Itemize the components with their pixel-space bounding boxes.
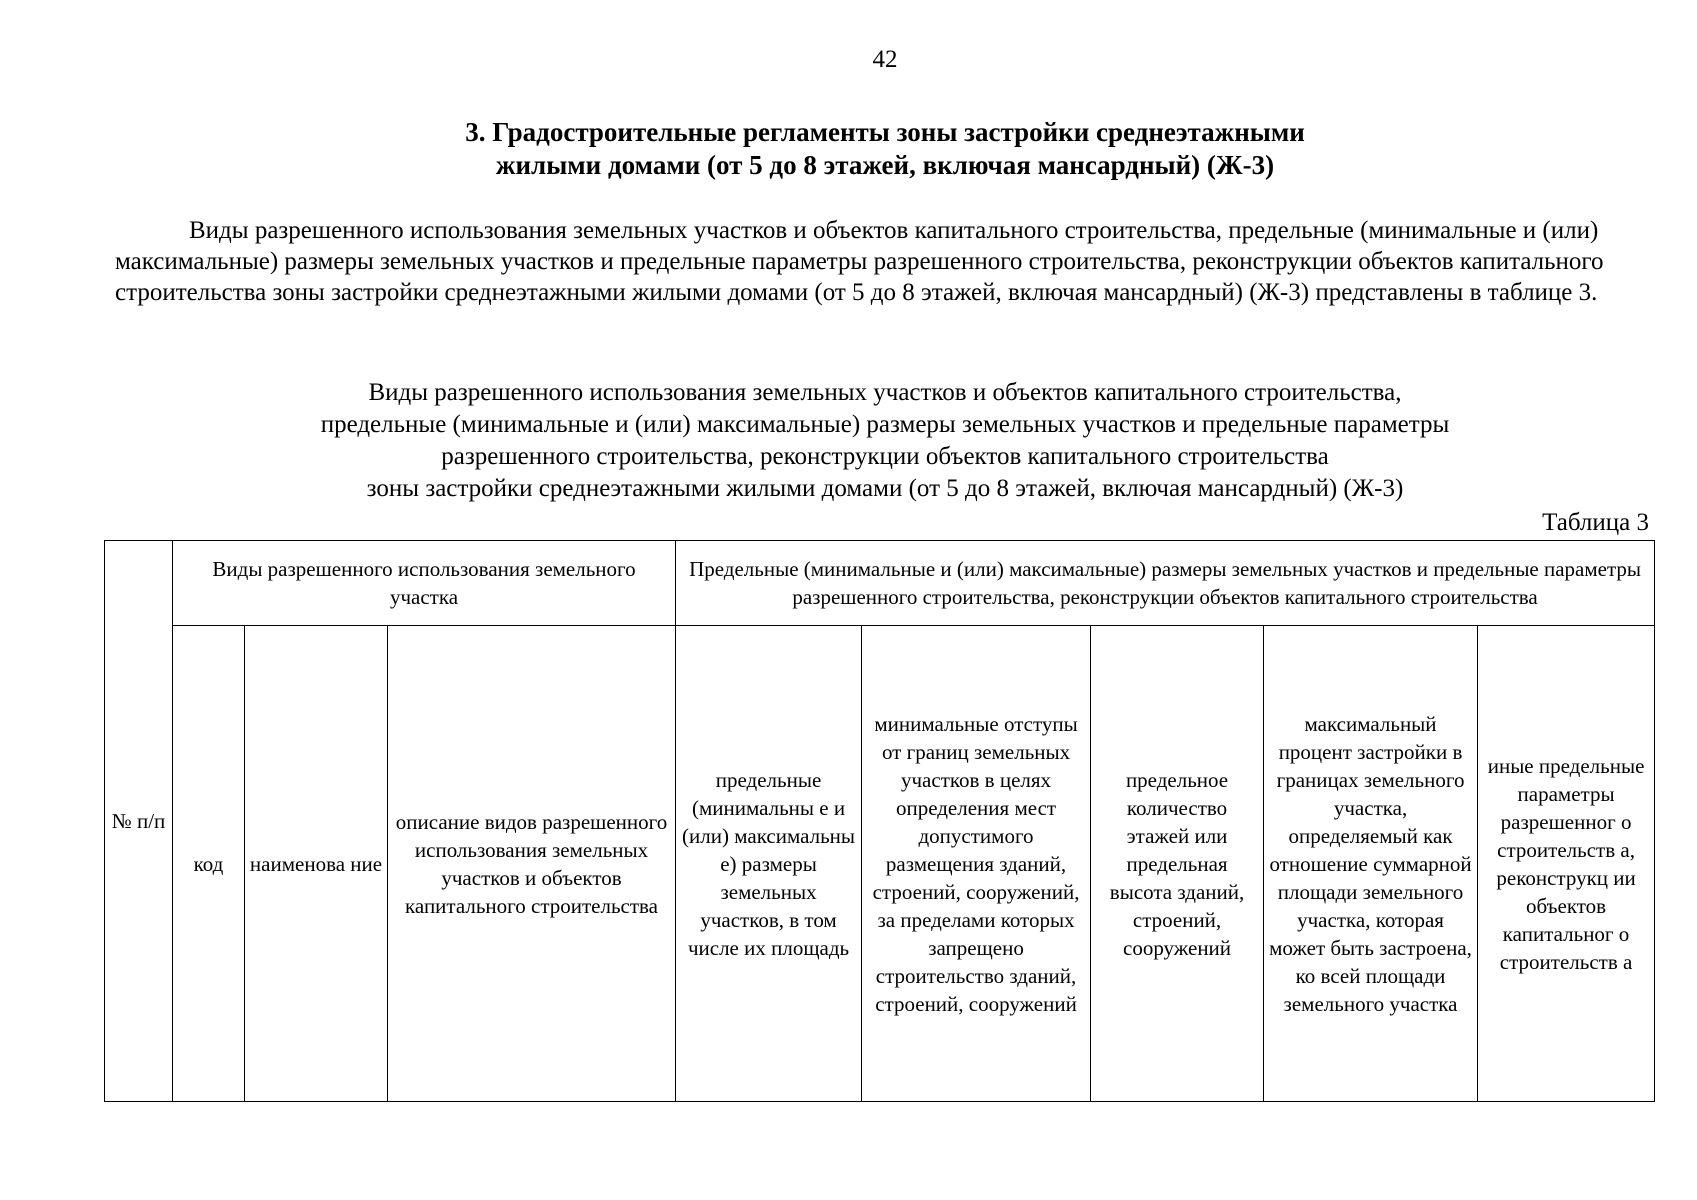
header-code: код (173, 626, 245, 1102)
caption-line-3: разрешенного строительства, реконструкции объектов капитального строительства (441, 443, 1329, 470)
table-header-row-1 (105, 541, 1655, 626)
header-other-params: иные предельные параметры разрешенног о строительств а, реконструкц ии объектов капитальног о строительств а (1478, 626, 1655, 1102)
caption-line-4: зоны застройки среднеэтажными жилыми домами (от 5 до 8 этажей, включая мансардный) (Ж-3) (366, 475, 1404, 502)
table-label: Таблица 3 (1542, 509, 1649, 536)
header-description: описание видов разрешенного использования земельных участков и объектов капитального строительства (388, 626, 676, 1102)
header-coverage: максимальный процент застройки в границах земельного участка, определяемый как отношение суммарной площади земельного участка, которая может быть застроена, ко всей площади земельного участка (1264, 626, 1478, 1102)
header-limits-group: Предельные (минимальные и (или) максимальные) размеры земельных участков и предельные параметры разрешенного строительства, реконструкции объектов капитального строительства (676, 541, 1655, 626)
heading-line-1: 3. Градостроительные регламенты зоны застройки среднеэтажными (465, 117, 1305, 147)
caption-line-1: Виды разрешенного использования земельных участков и объектов капитального строительства, (368, 379, 1402, 406)
caption-line-2: предельные (минимальные и (или) максимальные) размеры земельных участков и предельные параметры (320, 411, 1450, 438)
header-plot-sizes: предельные (минимальны е и (или) максимальны е) размеры земельных участков, в том числе их площадь (676, 626, 862, 1102)
header-number: № п/п (105, 541, 173, 1102)
table-header-row-2 (105, 626, 1655, 1102)
table-caption (0, 377, 1697, 505)
header-floors: предельное количество этажей или предельная высота зданий, строений, сооружений (1091, 626, 1264, 1102)
heading-line-2: жилыми домами (от 5 до 8 этажей, включая мансардный) (Ж-3) (495, 150, 1275, 180)
page-number: 42 (872, 46, 898, 73)
intro-paragraph: Виды разрешенного использования земельных участков и объектов капитального строительства, предельные (минимальные и (или) максимальные) размеры земельных участков и предельные параметры разрешенного строительства, реконструкции объектов капитального строительства зоны застройки среднеэтажными жилыми домами (от 5 до 8 этажей, включая мансардный) (Ж-3) представлены в таблице 3. (115, 217, 1604, 306)
header-land-use-group: Виды разрешенного использования земельного участка (173, 541, 676, 626)
header-name: наименова ние (245, 626, 388, 1102)
header-setbacks: минимальные отступы от границ земельных участков в целях определения мест допустимого размещения зданий, строений, сооружений, за пределами которых запрещено строительство зданий, строений, сооружений (862, 626, 1091, 1102)
section-heading (0, 116, 1697, 182)
regulations-table (104, 540, 1655, 1102)
